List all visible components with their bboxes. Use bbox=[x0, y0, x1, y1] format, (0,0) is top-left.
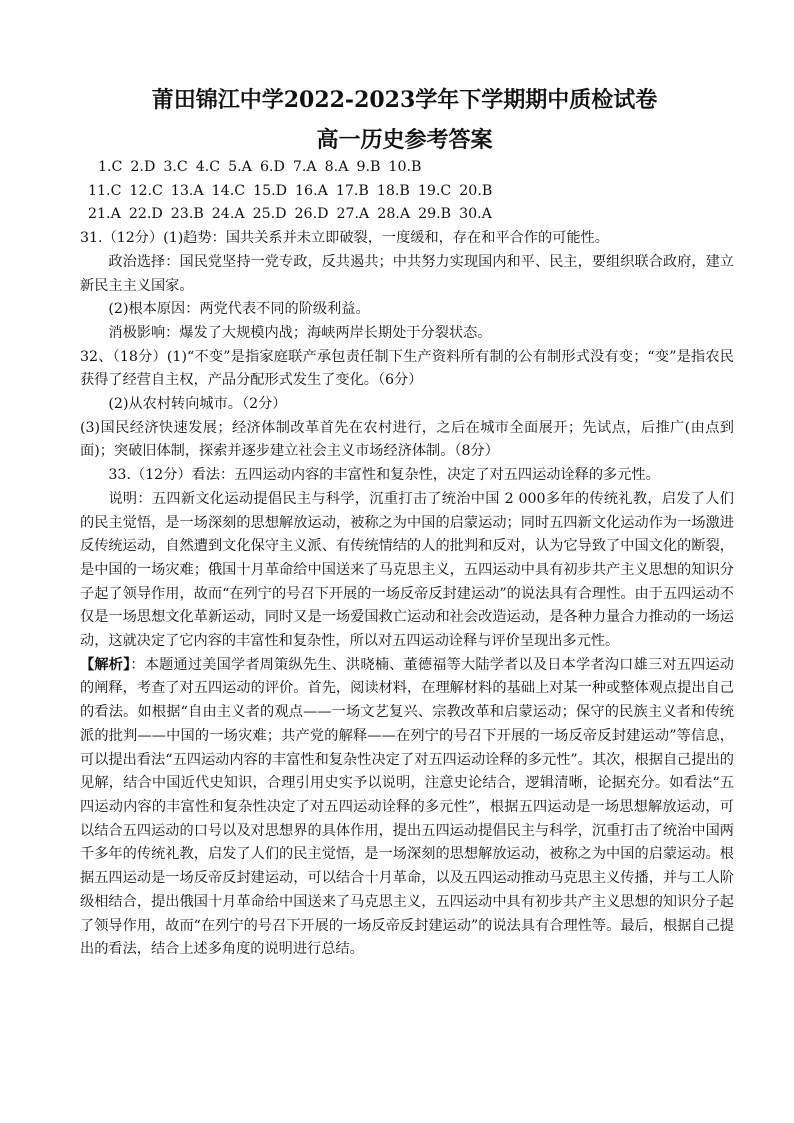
answer-item: 16.A bbox=[295, 182, 328, 199]
answer-item: 12.C bbox=[129, 182, 163, 199]
page-subtitle: 高一历史参考答案 bbox=[316, 127, 493, 153]
answer-item: 14.C bbox=[211, 182, 246, 199]
answer-item: 29.B bbox=[418, 206, 452, 223]
answer-item: 24.A bbox=[211, 206, 245, 223]
answer-item: 19.C bbox=[417, 182, 452, 199]
answer-item: 27.A bbox=[336, 206, 370, 223]
answer-row-2 bbox=[88, 180, 734, 204]
answer-item: 30.A bbox=[459, 206, 492, 223]
answer-item: 13.A bbox=[170, 182, 204, 199]
answer-item: 3.C bbox=[163, 159, 188, 175]
answer-item: 11.C bbox=[88, 182, 122, 199]
q32-part1: 32、（18分）(1)“不变”是指家庭联产承包责任制下生产资料所有制的公有制形式没有变；“变”是指农民获得了经营自主权，产品分配形式发生了变化。（6分） bbox=[80, 348, 734, 389]
answer-item: 7.A bbox=[292, 159, 317, 175]
answer-item: 2.D bbox=[130, 159, 156, 175]
answer-item: 20.B bbox=[459, 182, 493, 199]
q31-impact: 消极影响：爆发了大规模内战；海峡两岸长期处于分裂状态。 bbox=[108, 324, 492, 341]
q31-root-cause: (2)根本原因：两党代表不同的阶级利益。 bbox=[108, 301, 370, 318]
answer-item: 15.D bbox=[253, 182, 288, 199]
answer-item: 4.C bbox=[195, 159, 221, 175]
answer-item: 17.B bbox=[335, 182, 369, 199]
q33-explanation: 说明：五四新文化运动提倡民主与科学，沉重打击了统治中国 2 000多年的传统礼教，启发了人们的民主觉悟，是一场深刻的思想解放运动，被称之为中国的启蒙运动；同时五四新文化运动作为一场激进反传统运动，自然遭到文化保守主义派、有传统情结的人的批判和反对，认为它导致了中国文化的断裂，是中国的一场灾难；俄国十月革命给中国送来了马克思主义，五四运动中具有初步共产主义思想的知识分子起了领导作用，故而“在列宁的号召下开展的一场反帝反封建运动”的说法具有合理性。由于五四运动不仅是一场思想文化革新运动，同时又是一场爱国救亡运动和社会改造运动，是各种力量合力推动的一场运动，这就决定了它内容的丰富性和复杂性，所以对五四运动诠释与评价呈现出多元性。 bbox=[80, 490, 734, 650]
page-title: 莆田锦江中学2022-2023学年下学期期中质检试卷 bbox=[151, 87, 658, 113]
answer-item: 23.B bbox=[170, 206, 204, 223]
question-31 bbox=[80, 227, 734, 346]
answer-item: 25.D bbox=[252, 206, 287, 223]
q32-part2: (2)从农村转向城市。（2分） bbox=[108, 396, 287, 413]
question-33 bbox=[80, 464, 734, 654]
answer-item: 26.D bbox=[294, 206, 329, 223]
analysis-section bbox=[80, 654, 734, 962]
q31-trend: 31.（12分）(1)趋势：国共关系并未立即破裂，一度缓和，存在和平合作的可能性。 bbox=[80, 230, 609, 247]
answer-row-1 bbox=[98, 156, 734, 180]
answer-item: 5.A bbox=[228, 159, 252, 175]
analysis-label: 【解析】 bbox=[80, 656, 131, 673]
answer-row-3 bbox=[88, 203, 734, 227]
answer-item: 1.C bbox=[98, 159, 123, 175]
answer-item: 9.B bbox=[356, 159, 381, 175]
analysis-text: ：本题通过美国学者周策纵先生、洪晓楠、董德福等大陆学者以及日本学者沟口雄三对五四运动的阐释，考查了对五四运动的评价。首先，阅读材料，在理解材料的基础上对某一种或整体观点提出自己的看法。如根据“自由主义者的观点——一场文艺复兴、宗教改革和启蒙运动；保守的民族主义者和传统派的批判——中国的一场灾难；共产党的解释——在列宁的号召下开展的一场反帝反封建运动”等信息，可以提出看法“五四运动内容的丰富性和复杂性决定了对五四运动诠释的多元性”。其次，根据自己提出的见解，结合中国近代史知识，合理引用史实予以说明，注意史论结合，逻辑清晰，论据充分。如看法“五四运动内容的丰富性和复杂性决定了对五四运动诠释的多元性”，根据五四运动是一场思想解放运动，可以结合五四运动的口号以及对思想界的具体作用，提出五四运动提倡民主与科学，沉重打击了统治中国两千多年的传统礼教，启发了人们的民主觉悟，是一场深刻的思想解放运动，被称之为中国的启蒙运动。根据五四运动是一场反帝反封建运动，可以结合十月革命，以及五四运动推动马克思主义传播，并与工人阶级相结合，提出俄国十月革命给中国送来了马克思主义，五四运动中具有初步共产主义思想的知识分子起了领导作用，故而“在列宁的号召下开展的一场反帝反封建运动”的说法具有合理性等。最后，根据自己提出的看法，结合上述多角度的说明进行总结。 bbox=[80, 656, 734, 958]
choice-answers bbox=[88, 156, 734, 227]
answer-item: 6.D bbox=[259, 159, 285, 175]
answer-item: 22.D bbox=[128, 206, 163, 223]
q32-part3: (3)国民经济快速发展；经济体制改革首先在农村进行，之后在城市全面展开；先试点，后推广(由点到面)；突破旧体制，探索并逐步建立社会主义市场经济体制。（8分） bbox=[80, 419, 734, 460]
q31-politics: 政治选择：国民党坚持一党专政，反共遏共；中共努力实现国内和平、民主，要组织联合政府，建立新民主主义国家。 bbox=[80, 253, 734, 294]
answer-item: 18.B bbox=[376, 182, 410, 199]
answer-item: 10.B bbox=[388, 159, 422, 175]
answer-item: 21.A bbox=[88, 206, 121, 223]
question-32 bbox=[80, 346, 734, 465]
answer-item: 28.A bbox=[377, 206, 411, 223]
q33-view: 33.（12分）看法：五四运动内容的丰富性和复杂性，决定了对五四运动诠释的多元性。 bbox=[108, 467, 660, 484]
analysis-paragraph bbox=[80, 654, 734, 962]
answer-item: 8.A bbox=[324, 159, 349, 175]
